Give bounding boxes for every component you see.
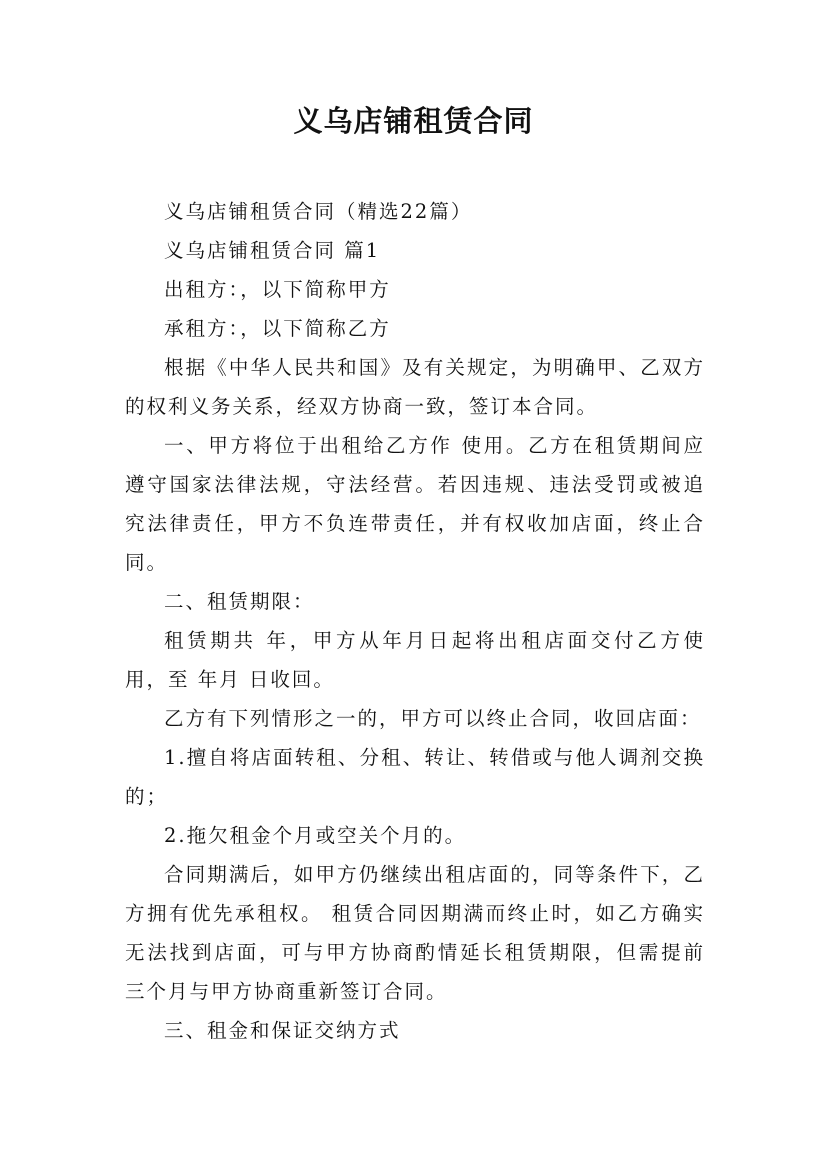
paragraph-clause-1: 一、甲方将位于出租给乙方作 使用。乙方在租赁期间应遵守国家法律法规，守法经营。若因违规、违法受罚或被追究法律责任，甲方不负连带责任，并有权收加店面，终止合同。 (125, 434, 705, 574)
paragraph-termination-conditions: 乙方有下列情形之一的，甲方可以终止合同，收回店面： (164, 707, 702, 730)
paragraph-lessee: 承租方：，以下简称乙方 (164, 317, 391, 340)
paragraph-subtitle: 义乌店铺租赁合同（精选22篇） (164, 200, 473, 223)
paragraph-lessor: 出租方：，以下简称甲方 (164, 278, 391, 301)
paragraph-condition-1: 1.擅自将店面转租、分租、转让、转借或与他人调剂交换的； (125, 746, 705, 808)
paragraph-clause-2-heading: 二、租赁期限： (164, 590, 315, 613)
paragraph-clause-3-heading: 三、租金和保证交纳方式 (164, 1019, 401, 1042)
paragraph-preamble: 根据《中华人民共和国》及有关规定，为明确甲、乙双方的权利义务关系，经双方协商一致，签订本合同。 (125, 356, 705, 418)
paragraph-condition-2: 2.拖欠租金个月或空关个月的。 (164, 824, 467, 847)
document-title: 义乌店铺租赁合同 (293, 104, 534, 138)
paragraph-lease-term: 租赁期共 年，甲方从年月日起将出租店面交付乙方使用，至 年月 日收回。 (125, 629, 705, 691)
paragraph-renewal: 合同期满后，如甲方仍继续出租店面的，同等条件下，乙方拥有优先承租权。 租赁合同因期满而终止时，如乙方确实无法找到店面，可与甲方协商酌情延长租赁期限，但需提前三个月与甲方协商重新签订合同。 (125, 863, 705, 1003)
document-body (125, 192, 705, 1050)
paragraph-section-heading: 义乌店铺租赁合同 篇1 (164, 239, 381, 262)
